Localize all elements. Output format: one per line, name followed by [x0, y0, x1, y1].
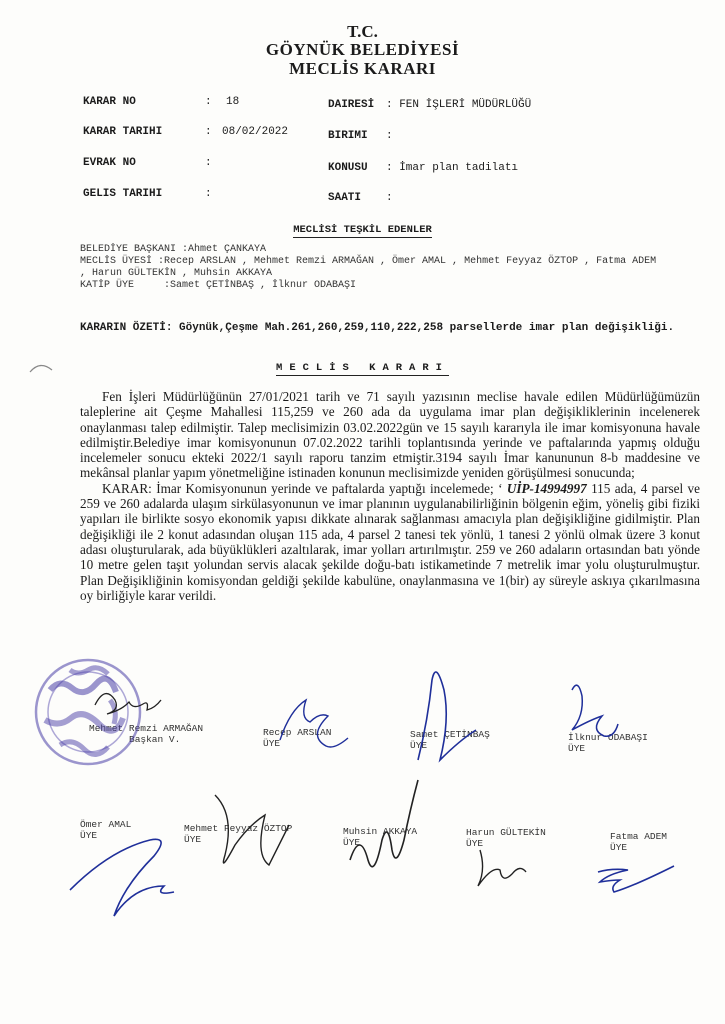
header-document-type: MECLİS KARARI	[289, 59, 436, 78]
members-line-1: MECLİS ÜYESİ :Recep ARSLAN , Mehmet Remzi ARMAĞAN , Ömer AMAL , Mehmet Feyyaz ÖZTOP , Fatma ADEM	[80, 256, 657, 267]
konusu-label: KONUSU	[328, 162, 368, 174]
mayor-line: BELEDİYE BAŞKANI :Ahmet ÇANKAYA	[80, 244, 267, 255]
dairesi-value: : FEN İŞLERİ MÜDÜRLÜĞÜ	[386, 99, 532, 111]
signature-akkaya	[350, 780, 418, 867]
saati-label: SAATI	[328, 192, 362, 204]
gelis-tarihi-label: GELIS TARIHI	[83, 188, 163, 200]
secretary-line: KATİP ÜYE :Samet ÇETİNBAŞ , İlknur ODABAŞI	[80, 280, 357, 291]
birimi-value: :	[386, 130, 393, 142]
signature-label-amal: Ömer AMAL ÜYE	[80, 819, 132, 841]
plan-code: UİP-14994997	[506, 480, 587, 496]
members-line-2: , Harun GÜLTEKİN , Muhsin AKKAYA	[80, 268, 273, 279]
header-municipality: GÖYNÜK BELEDİYESİ	[265, 40, 460, 59]
teskil-title: MECLİSİ TEŞKİL EDENLER	[293, 224, 432, 236]
signature-oztop	[215, 795, 289, 865]
signature-label-armagan: Mehmet Remzi ARMAĞAN Başkan V.	[89, 723, 204, 745]
karar-tarihi-label: KARAR TARIHI	[83, 126, 163, 138]
header-tc: T.C.	[347, 22, 378, 41]
decision-paragraph-1: Fen İşleri Müdürlüğünün 27/01/2021 tarih ve 71 sayılı yazısının meclise havale edilen Müdürlüğümüzün taleplerine ait Çeşme Mahallesi 115,259 ve 260 ada da uygulama imar plan değişikliklerinin incelenerek onaylanması talep edilmiştir. Talep meclisimizin 03.02.2022gün ve 15 sayılı kararıyla ile imar komisyonuna havale edilmiştir.Belediye imar komisyonunun 07.02.2022 tarihli toplantısında yerinde ve paftalarında yapmış olduğu incelemeler sonucu ekteki 2022/1 sayılı raporu tanzim etmiştir.3194 sayılı İmar kanununun 8-b maddesine ve mekânsal planlar yapım yönetmeliğine istinaden konunun meclisimizde yeniden görüşülmesi sonucunda;	[80, 389, 700, 481]
signature-arslan	[280, 700, 348, 747]
signature-label-gultekin: Harun GÜLTEKİN ÜYE	[466, 827, 546, 849]
decision-title: MECLİS KARARI	[276, 362, 449, 374]
karar-intro: KARAR: İmar Komisyonunun yerinde ve paftalarda yaptığı incelemede; ‘	[102, 480, 507, 496]
saati-value: :	[386, 192, 393, 204]
signature-label-cetinbas: Samet ÇETİNBAŞ ÜYE	[410, 729, 490, 751]
hole-punch-mark	[30, 365, 52, 372]
dairesi-label: DAIRESİ	[328, 99, 375, 111]
karar-rest: 115 ada, 4 parsel ve 259 ve 260 adalarda ulaşım sirkülasyonunun ve imar planının uygulanabilirliğinin bölgenin eğim, yöneliş gibi fiziki yapıları ile birlikte sosyo ekonomik yapısı dikkate alınarak sağlanması amacıyla plan değişikliğine gidilmiştir. Plan değişikliği ile 2 konut adasından oluşan 115 ada, 4 parsel 2 tanesi tek yönlü, 1 tanesi 2 yönlü olmak üzere 3 konut adası oluşturularak, ada büyüklükleri azaltılarak, imar yolları artırılmıştır. 259 ve 260 adaların ortasından batı yönde 10 metre gelen taşıt yolundan servis alacak şekilde doğu-batı istikametinde 7 metrelik imar yolu oluşturulmuştur. Plan Değişikliğinin komisyondan geldiği şekilde kabulüne, onaylanmasına ve 1(bir) ay süreyle askıya çıkarılmasına oy birliğiyle karar verildi.	[80, 480, 700, 603]
signature-cetinbas	[418, 672, 476, 760]
karar-tarihi-value: 08/02/2022	[222, 126, 289, 138]
konusu-value: : İmar plan tadilatı	[386, 162, 519, 174]
signature-label-akkaya: Muhsin AKKAYA ÜYE	[343, 826, 418, 848]
karar-no-label: KARAR NO	[83, 96, 136, 108]
signature-odabasi	[572, 685, 618, 736]
gelis-tarihi-sep: :	[205, 188, 212, 200]
signature-label-arslan: Recep ARSLAN ÜYE	[263, 727, 332, 749]
evrak-no-label: EVRAK NO	[83, 157, 136, 169]
decision-summary: KARARIN ÖZETİ: Göynük,Çeşme Mah.261,260,259,110,222,258 parsellerde imar plan değişikliği.	[80, 322, 675, 334]
signature-gultekin	[478, 850, 526, 886]
karar-no-sep: :	[205, 96, 212, 108]
signature-label-oztop: Mehmet Feyyaz ÖZTOP ÜYE	[184, 823, 293, 845]
birimi-label: BIRIMI	[328, 130, 368, 142]
karar-no-value: 18	[226, 96, 240, 108]
signature-label-odabasi: İlknur ODABAŞI ÜYE	[568, 732, 648, 754]
evrak-no-sep: :	[205, 157, 212, 169]
official-stamp	[36, 660, 140, 764]
signature-label-adem: Fatma ADEM ÜYE	[610, 831, 668, 853]
signature-amal	[70, 839, 174, 916]
signature-adem	[598, 866, 674, 892]
karar-tarihi-sep: :	[205, 126, 212, 138]
